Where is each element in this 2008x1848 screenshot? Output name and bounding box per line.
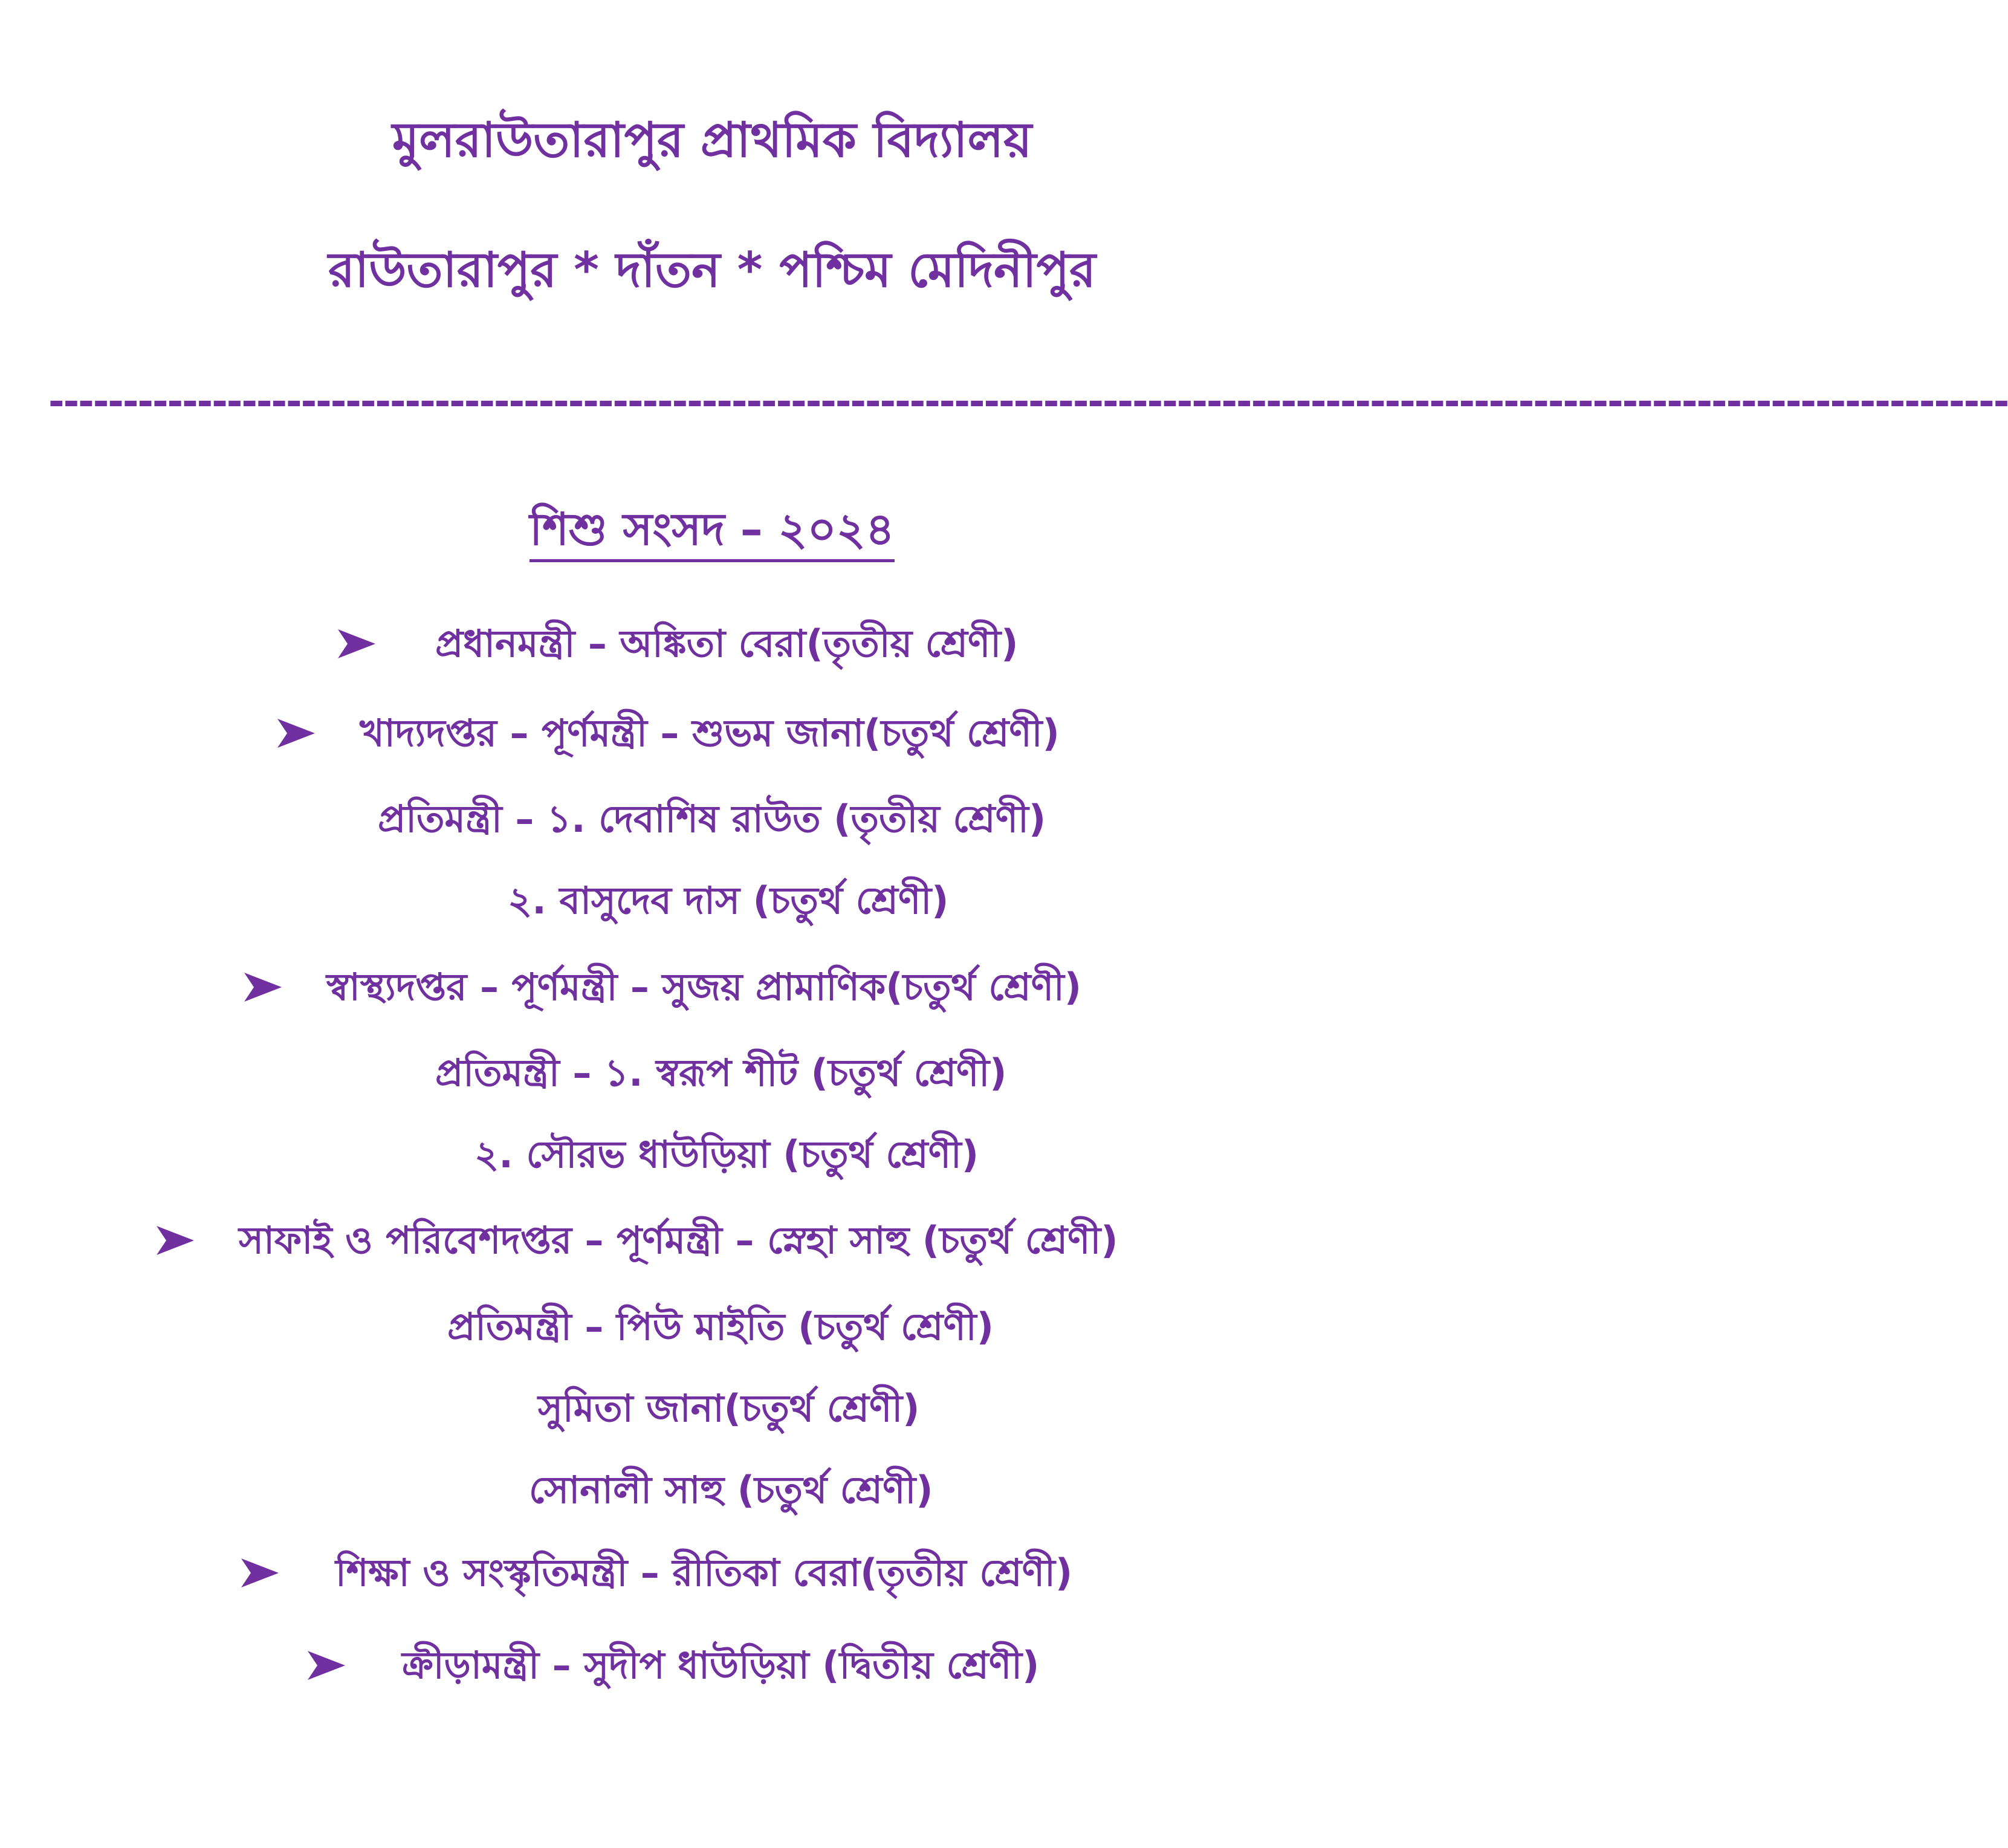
school-address: রাউতারাপুর * দাঁতন * পশ্চিম মেদিনীপুর — [328, 242, 1096, 298]
entry-health-minister: স্বাস্থ্যদপ্তর – পূর্ণমন্ত্রী – সুজয় প্রামাণিক(চতুর্থ শ্রেণী) — [326, 965, 1082, 1009]
entry-health-deputy-1: প্রতিমন্ত্রী – ১. স্বরূপ শীট (চতুর্থ শ্রেণী) — [435, 1051, 1007, 1095]
arrow-bullet-icon — [275, 715, 317, 751]
entry-prime-minister: প্রধানমন্ত্রী – অঙ্কিতা বেরা(তৃতীয় শ্রেণী) — [435, 621, 1019, 666]
entry-food-minister: খাদ্যদপ্তর – পূর্ণমন্ত্রী – শুভম জানা(চতুর্থ শ্রেণী) — [360, 711, 1060, 755]
arrow-bullet-icon — [305, 1647, 348, 1684]
arrow-bullet-icon — [335, 626, 378, 662]
school-name: মুলরাউতারাপুর প্রাথমিক বিদ্যালয় — [392, 112, 1032, 168]
arrow-bullet-icon — [154, 1222, 196, 1259]
entry-sanitation-deputy-1: প্রতিমন্ত্রী – পিউ মাইতি (চতুর্থ শ্রেণী) — [447, 1305, 994, 1349]
entry-sanitation-deputy-3: সোনালী সাহু (চতুর্থ শ্রেণী) — [529, 1468, 933, 1512]
entry-sports-minister: ক্রীড়ামন্ত্রী – সুদীপ ধাউড়িয়া (দ্বিতীয় শ্রেণী) — [402, 1643, 1040, 1687]
section-heading — [0, 496, 1424, 570]
entry-food-deputy-2: ২. বাসুদেব দাস (চতুর্থ শ্রেণী) — [508, 878, 949, 922]
entry-health-deputy-2: ২. সৌরভ ধাউড়িয়া (চতুর্থ শ্রেণী) — [474, 1132, 979, 1176]
dashed-divider: ------------------------------------------------------------------------------------------------------------------------------------ — [48, 380, 2008, 424]
entry-food-deputy-1: প্রতিমন্ত্রী – ১. দেবাশিষ রাউত (তৃতীয় শ্রেণী) — [378, 797, 1046, 841]
entry-education-culture-minister: শিক্ষা ও সংস্কৃতিমন্ত্রী – রীতিকা বেরা(তৃতীয় শ্রেণী) — [335, 1551, 1073, 1595]
entry-sanitation-deputy-2: সুমিতা জানা(চতুর্থ শ্রেণী) — [538, 1386, 920, 1430]
arrow-bullet-icon — [239, 1555, 281, 1591]
section-title: শিশু সংসদ – ২০২৪ — [530, 504, 895, 562]
arrow-bullet-icon — [242, 969, 284, 1005]
entry-sanitation-minister: সাফাই ও পরিবেশদপ্তর – পূর্ণমন্ত্রী – স্নেহা সাহু (চতুর্থ শ্রেণী) — [239, 1218, 1118, 1262]
